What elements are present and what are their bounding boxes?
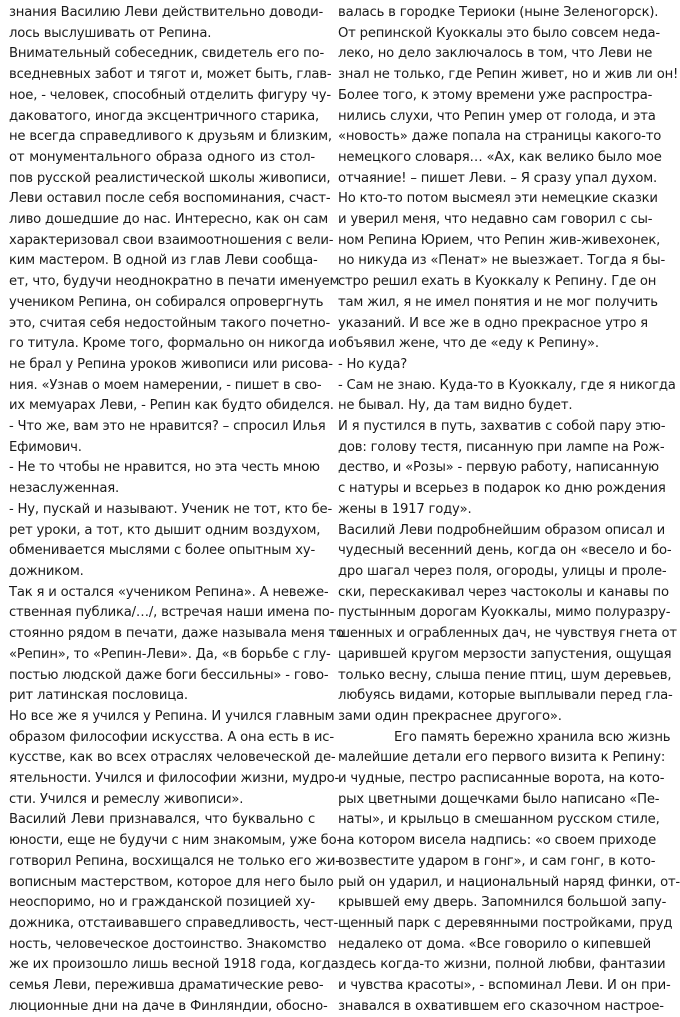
text-line: рит латинская пословица. <box>9 688 188 704</box>
text-line: Но кто-то потом высмеял эти немецкие сказки <box>338 191 658 207</box>
text-line: Но все же я учился у Репина. И учился главным <box>9 708 335 724</box>
text-line: От репинской Куоккалы это было совсем неда- <box>338 25 660 41</box>
text-line: лось выслушивать от Репина. <box>9 25 212 41</box>
text-line: знания Василию Леви действительно доводи- <box>9 5 324 20</box>
text-line: малейшие детали его первого визита к Репину: <box>338 750 666 766</box>
text-line: царившей кругом мерзости запустения, ощущая <box>338 646 672 662</box>
text-line: только весну, слыша пение птиц, шум деревьев, <box>338 667 672 683</box>
text-line: ном Репина Юрием, что Репин жив-живехонек, <box>338 232 661 248</box>
text-line: на котором висела надпись: «о своем приходе <box>338 833 657 849</box>
text-line: немецкого словаря… «Ах, как велико было мое <box>338 149 662 165</box>
text-line: дожником. <box>9 563 84 579</box>
text-line: недалеко от дома. «Все говорило о кипевшей <box>338 936 652 952</box>
text-line: вописным мастерством, которое для него было <box>9 874 334 890</box>
text-line: ким мастером. В одной из глав Леви сообща- <box>9 253 318 269</box>
text-line: рет уроки, а тот, кто дышит одним воздухом, <box>9 522 321 538</box>
text-line: любуясь видами, которые выплывали перед гла- <box>338 688 673 704</box>
text-line: ность, человеческое достоинство. Знакомство <box>9 936 327 952</box>
text-line: возвестите ударом в гонг», и сам гонг, в кото- <box>338 853 656 869</box>
text-line: дожника, отстаивавшего справедливость, чест- <box>9 915 339 931</box>
text-line: готворил Репина, восхищался не только его жи- <box>9 853 340 869</box>
text-line: дов: голову тестя, писанную при лампе на Рож- <box>338 439 665 455</box>
text-line: там жил, я не имел понятия и не мог получить <box>338 294 658 310</box>
text-line: с натуры и всерьез в подарок ко дню рождения <box>338 481 666 497</box>
text-line: вседневных забот и тягот и, может быть, глав- <box>9 67 332 83</box>
text-line: знавался в охватившем его сказочном настрое- <box>338 998 664 1014</box>
text-line: их мемуарах Леви, - Репин как будто обиделся. <box>9 398 334 414</box>
text-line: Василий Леви подробнейшим образом описал и <box>338 522 665 538</box>
text-line: здесь когда-то жизни, полной любви, фантазии <box>338 957 666 973</box>
text-line: зами один прекраснее другого». <box>338 708 562 724</box>
text-line: валась в городке Териоки (ныне Зеленогорск). <box>338 5 659 20</box>
text-line: ния. «Узнав о моем намерении, - пишет в сво- <box>9 377 322 393</box>
text-line: но никуда из «Пенат» не выезжает. Тогда я бы- <box>338 253 666 269</box>
text-line: Леви оставил после себя воспоминания, счаст- <box>9 191 331 207</box>
text-line: даковатого, иногда эксцентричного старика, <box>9 108 320 124</box>
text-line: Так я и остался «учеником Репина». А невеже- <box>9 584 329 600</box>
text-line: образом философии искусства. А она есть в ис- <box>9 729 334 745</box>
text-line: учеником Репина, он собирался опровергнуть <box>9 294 324 310</box>
text-line: щенный парк с деревянными постройками, пруд <box>338 915 673 931</box>
text-line: - Ну, пускай и называют. Ученик не тот, кто бе- <box>9 501 332 517</box>
text-line: знал не только, где Репин живет, но и жив ли он! <box>338 67 679 83</box>
text-line: наты», и крыльцо в смешанном русском стиле, <box>338 812 660 828</box>
text-line: характеризовал свои взаимоотношения с вели- <box>9 232 334 248</box>
text-line: постью людской даже боги бессильны» - гово- <box>9 667 329 683</box>
text-line: чудесный весенний день, когда он «весело и бо- <box>338 543 672 559</box>
text-line: Его память бережно хранила всю жизнь <box>394 729 671 745</box>
text-line: указаний. И все же в одно прекрасное утро я <box>338 315 648 331</box>
text-line: семья Леви, переживша драматические рево- <box>9 978 324 994</box>
text-line: обменивается мыслями с более опытным ху- <box>9 543 315 559</box>
text-line: - Что же, вам это не нравится? – спросил Илья <box>9 419 326 435</box>
text-line: неоспоримо, но и гражданской позицией ху- <box>9 895 315 911</box>
text-line: нились слухи, что Репин умер от голода, и эта <box>338 108 656 124</box>
text-line: ливо дошедшие до нас. Интересно, как он сам <box>9 212 329 228</box>
text-line: и уверил меня, что недавно сам говорил с сы- <box>338 212 653 228</box>
text-line: Василий Леви признавался, что буквально с <box>9 812 315 828</box>
text-line: же их произошло лишь весной 1918 года, когда <box>9 957 339 973</box>
text-line: жены в 1917 году». <box>338 501 472 517</box>
text-line: го титула. Кроме того, формально он никогда и <box>9 336 337 352</box>
text-line: ет, что, будучи неоднократно в печати именуем <box>9 274 340 290</box>
text-line: рый он ударил, и национальный наряд финки, от- <box>338 874 680 890</box>
text-line: не всегда справедливого к друзьям и близким, <box>9 129 332 145</box>
text-line: дество, и «Розы» - первую работу, написанную <box>338 460 659 476</box>
text-line: ственная публика/…/, встречая наши имена по- <box>9 605 335 621</box>
text-line: объявил жене, что де «еду к Репину». <box>338 336 599 352</box>
text-line: пов русской реалистической школы живописи, <box>9 170 331 186</box>
text-line: это, считая себя недостойным такого почетно- <box>9 315 331 331</box>
text-line: рых цветными дощечками было написано «Пе- <box>338 791 660 807</box>
text-line: дро шагал через поля, огороды, улицы и проле- <box>338 563 667 579</box>
text-line: - Но куда? <box>338 356 408 372</box>
text-line: Внимательный собеседник, свидетель его по- <box>9 46 325 62</box>
text-line: шенных и ограбленных дач, не чувствуя гнета от <box>338 626 677 642</box>
text-line: «Репин», то «Репин-Леви». Да, «в борьбе с глу- <box>9 646 331 662</box>
text-line: леко, но дело заключалось в том, что Леви не <box>338 46 653 62</box>
text-line: Более того, к этому времени уже распростра- <box>338 87 653 103</box>
text-line: и чудные, пестро расписанные ворота, на кото- <box>338 771 665 787</box>
text-line: ски, перескакивал через частоколы и канавы по <box>338 584 669 600</box>
text-line: отчаяние! – пишет Леви. – Я сразу упал духом. <box>338 170 658 186</box>
text-line: юности, еще не будучи с ним знакомым, уже бо- <box>9 833 342 849</box>
text-line: ное, - человек, способный отделить фигуру чу- <box>9 87 331 103</box>
text-line: Ефимович. <box>9 439 82 455</box>
text-line: от монументального образа одного из стол- <box>9 149 315 165</box>
text-line: И я пустился в путь, захватив с собой пару этю- <box>338 419 666 435</box>
text-line: - Сам не знаю. Куда-то в Куоккалу, где я никогда <box>338 377 676 393</box>
text-line: не бывал. Ну, да там видно будет. <box>338 398 573 414</box>
text-line: ятельности. Учился и философии жизни, мудро- <box>9 771 340 787</box>
text-line: крывшей ему дверь. Запомнился большой запу- <box>338 895 667 911</box>
text-line: не брал у Репина уроков живописи или рисова- <box>9 356 333 372</box>
left-column <box>9 3 344 1017</box>
text-line: - Не то чтобы не нравится, но эта честь мною <box>9 460 320 476</box>
text-line: сти. Учился и ремеслу живописи». <box>9 791 244 807</box>
text-line: пустынным дорогам Куоккалы, мимо полуразру- <box>338 605 671 621</box>
text-line: стро решил ехать в Куоккалу к Репину. Где он <box>338 274 657 290</box>
text-line: и чувства красоты», - вспоминал Леви. И он при- <box>338 978 671 994</box>
text-line: незаслуженная. <box>9 481 119 497</box>
text-line: кусстве, как во всех отраслях человеческой де- <box>9 750 336 766</box>
right-column <box>338 3 680 1017</box>
text-line: стоянно рядом в печати, даже называла меня то <box>9 626 344 642</box>
text-line: «новость» даже попала на страницы какого-то <box>338 129 662 145</box>
text-line: люционные дни на даче в Финляндии, обосно- <box>9 998 328 1014</box>
